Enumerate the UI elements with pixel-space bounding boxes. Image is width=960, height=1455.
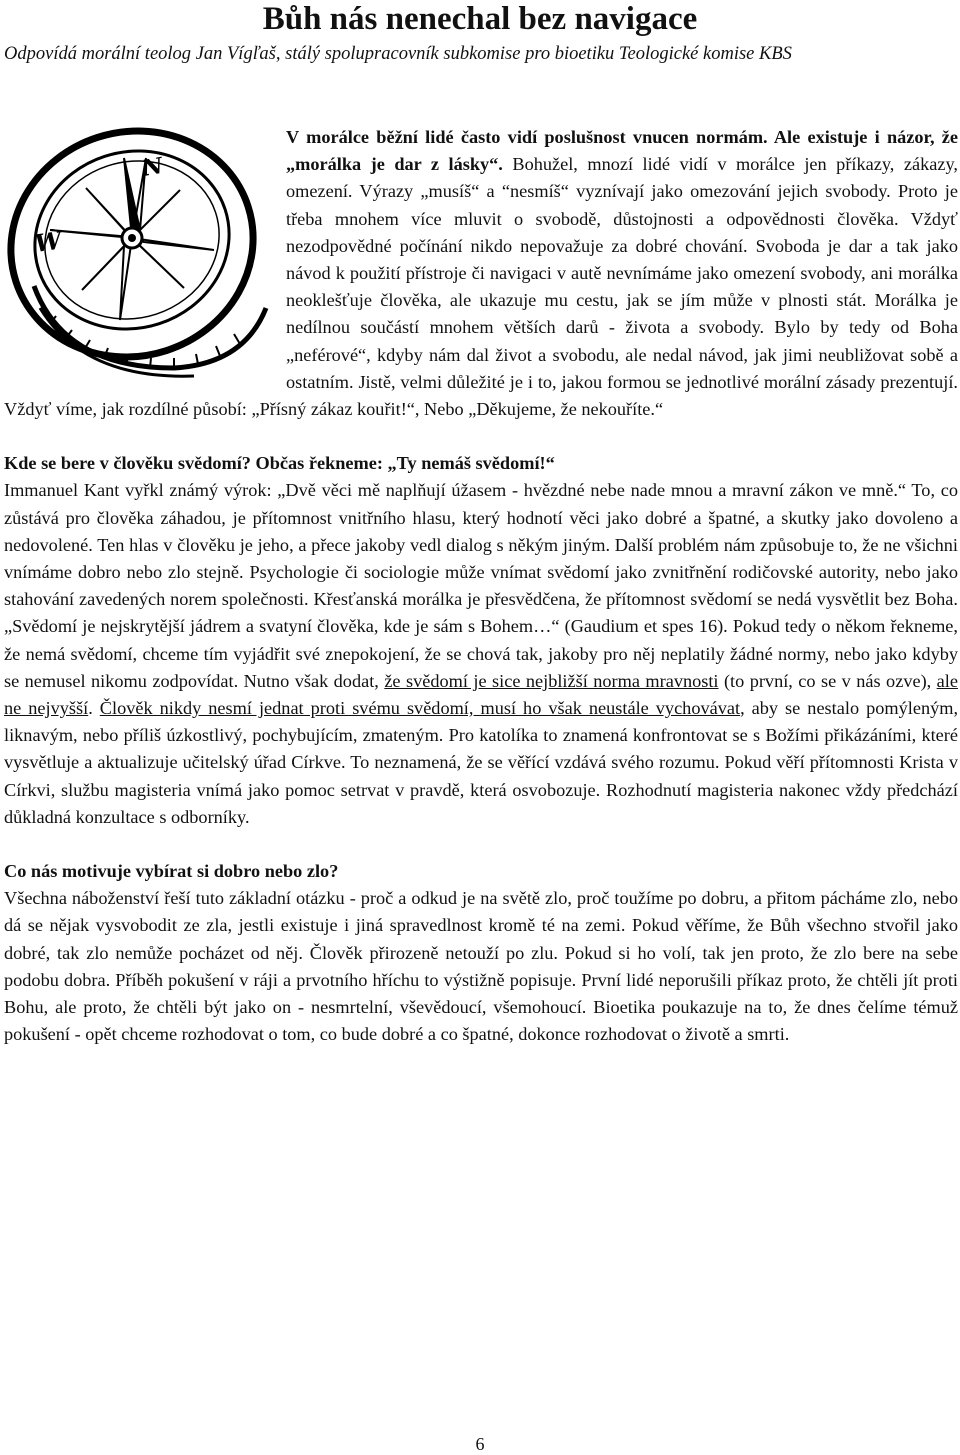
section-1-text-c: . xyxy=(88,698,100,719)
illustration-spacer xyxy=(4,124,286,382)
section-2-paragraph: Všechna náboženství řeší tuto základní otázku - proč a odkud je na světě zlo, proč toužíme po dobru, a přitom pácháme zlo, nebo dá se nějak vysvobodit ze zla, jestli existuje i jiná spravedlnost kromě té na zemi. Pokud věříme, že Bůh všechno stvořil jako dobré, tak zlo nemůže pocházet od něj. Člověk přirozeně netouží po zlu. Pokud si ho volí, tak jen proto, že zlo bere na sebe podobu dobra. Příběh pokušení v ráji a prvotního hříchu to výstižně popisuje. První lidé neporušili příkaz proto, že chtěli jít proti Bohu, ale proto, že chtěli být jako on - nesmrtelní, vševědoucí, všemohoucí. Bioetika poukazuje na to, že dnes čelíme témuž pokušení - opět chceme rozhodovat o tom, co bude dobré a co špatné, dokonce rozhodovat o životě a smrti. xyxy=(4,888,958,1045)
section-1-underline-2: ale ne nejvyšší xyxy=(4,670,958,719)
compass-west-label: W xyxy=(32,225,64,258)
page-number: 6 xyxy=(475,1434,485,1454)
intro-text: Bohužel, mnozí lidé vidí v morálce jen příkazy, zákazy, omezení. Výrazy „musíš“ a “nesmíš“ vyznívají jako omezování jejich svobody. Proto je třeba mnohem více mluvit o svobodě, důstojnosti a odpovědnosti člověka. Vždyť nezodpovědné počínání nikdo nepovažuje za dobré chování. Svoboda je dar a tak jako návod k použití přístroje či navigaci v autě nevnímáme jako omezení svobody, ani morálka neoklešťuje člověka, ale ukazuje mu cestu, jak se jím může v plnosti stát. Morálka je nedílnou součástí mnohem větších darů - života a svobody. Bylo by tedy od Boha „neférové“, kdyby nám dal život a svobodu, ale nedal návod, jak jimi neubližovat sobě a ostatním. Jistě, velmi důležité je i to, jakou formou se jednotlivé morální zásady prezentují. Vždyť víme, jak rozdílné působí: „Přísný zákaz kouřit!“, Nebo „Děkujeme, že nekouříte.“ xyxy=(4,154,958,420)
section-1-underline-3: Člověk nikdy nesmí jednat proti svému svědomí, musí ho však neustále vychovávat xyxy=(99,698,741,719)
section-1-text-d: , aby se nestalo pomýleným, liknavým, nebo příliš úzkostlivý, pochybujícím, zmateným. Pro katolíka to znamená konfrontovat se s Božími přikázáními, které vysvětluje a aktualizuje učitelský úřad Církve. To neznamená, že se věřící vzdává svého rozumu. Pokud věří přítomnosti Krista v Církvi, službu magisteria vnímá jako pomoc setrvat v pravdě, která osvobozuje. Rozhodnutí magisteria nakonec vždy předchází důkladná konzultace s odborníky. xyxy=(4,698,959,827)
page-title: Bůh nás nenechal bez navigace xyxy=(262,1,698,37)
section-1-paragraph xyxy=(4,477,958,831)
section-1-heading: Kde se bere v člověku svědomí? Občas řekneme: „Ty nemáš svědomí!“ xyxy=(4,453,555,474)
section-1-text-b: (to první, co se v nás ozve), xyxy=(718,670,937,691)
intro-lead: V morálce běžní lidé často vidí poslušnost vnucen normám. Ale existuje i názor, že „morálka je dar z lásky“. xyxy=(286,127,958,175)
subtitle: Odpovídá morální teolog Jan Vígľaš, stálý spolupracovník subkomise pro bioetiku Teologické komise KBS xyxy=(4,44,792,64)
article-body xyxy=(4,124,958,1049)
section-1-text-a: Immanuel Kant vyřkl známý výrok: „Dvě věci mě naplňují úžasem - hvězdné nebe nade mnou a mravní zákon ve mně.“ To, co zůstává pro člověka záhadou, je přítomnost vnitřního hlasu, který hodnotí věci jako dobré a špatné, a skutky jako dovoleno a nedovolené. Ten hlas v člověku je jeho, a přece jakoby vedl dialog s někým jiným. Další problém nám způsobuje to, že ne všichni vnímáme dobro nebo zlo stejně. Psychologie či sociologie může vnímat svědomí jako zvnitřnění rodičovské autority, nebo jako stahování zavedených norem společnosti. Křesťanská morálka je přesvědčena, že přítomnost svědomí se nedá vysvětlit bez Boha. „Svědomí je nejskrytější jádrem a svatyní člověka, kde je sám s Bohem…“ (Gaudium et spes 16). Pokud tedy o někom řekneme, že nemá svědomí, chceme tím vyjádřit své znepokojení, že se chová tak, jakoby pro něj neplatily žádné normy, nebo jako kdyby se nemusel nikomu zodpovídat. Nutno však dodat, xyxy=(4,480,958,691)
compass-north-label: N xyxy=(140,152,165,182)
section-1-underline-1: že svědomí je sice nejbližší norma mravnosti xyxy=(384,670,719,691)
section-2-heading: Co nás motivuje vybírat si dobro nebo zlo? xyxy=(4,861,339,882)
